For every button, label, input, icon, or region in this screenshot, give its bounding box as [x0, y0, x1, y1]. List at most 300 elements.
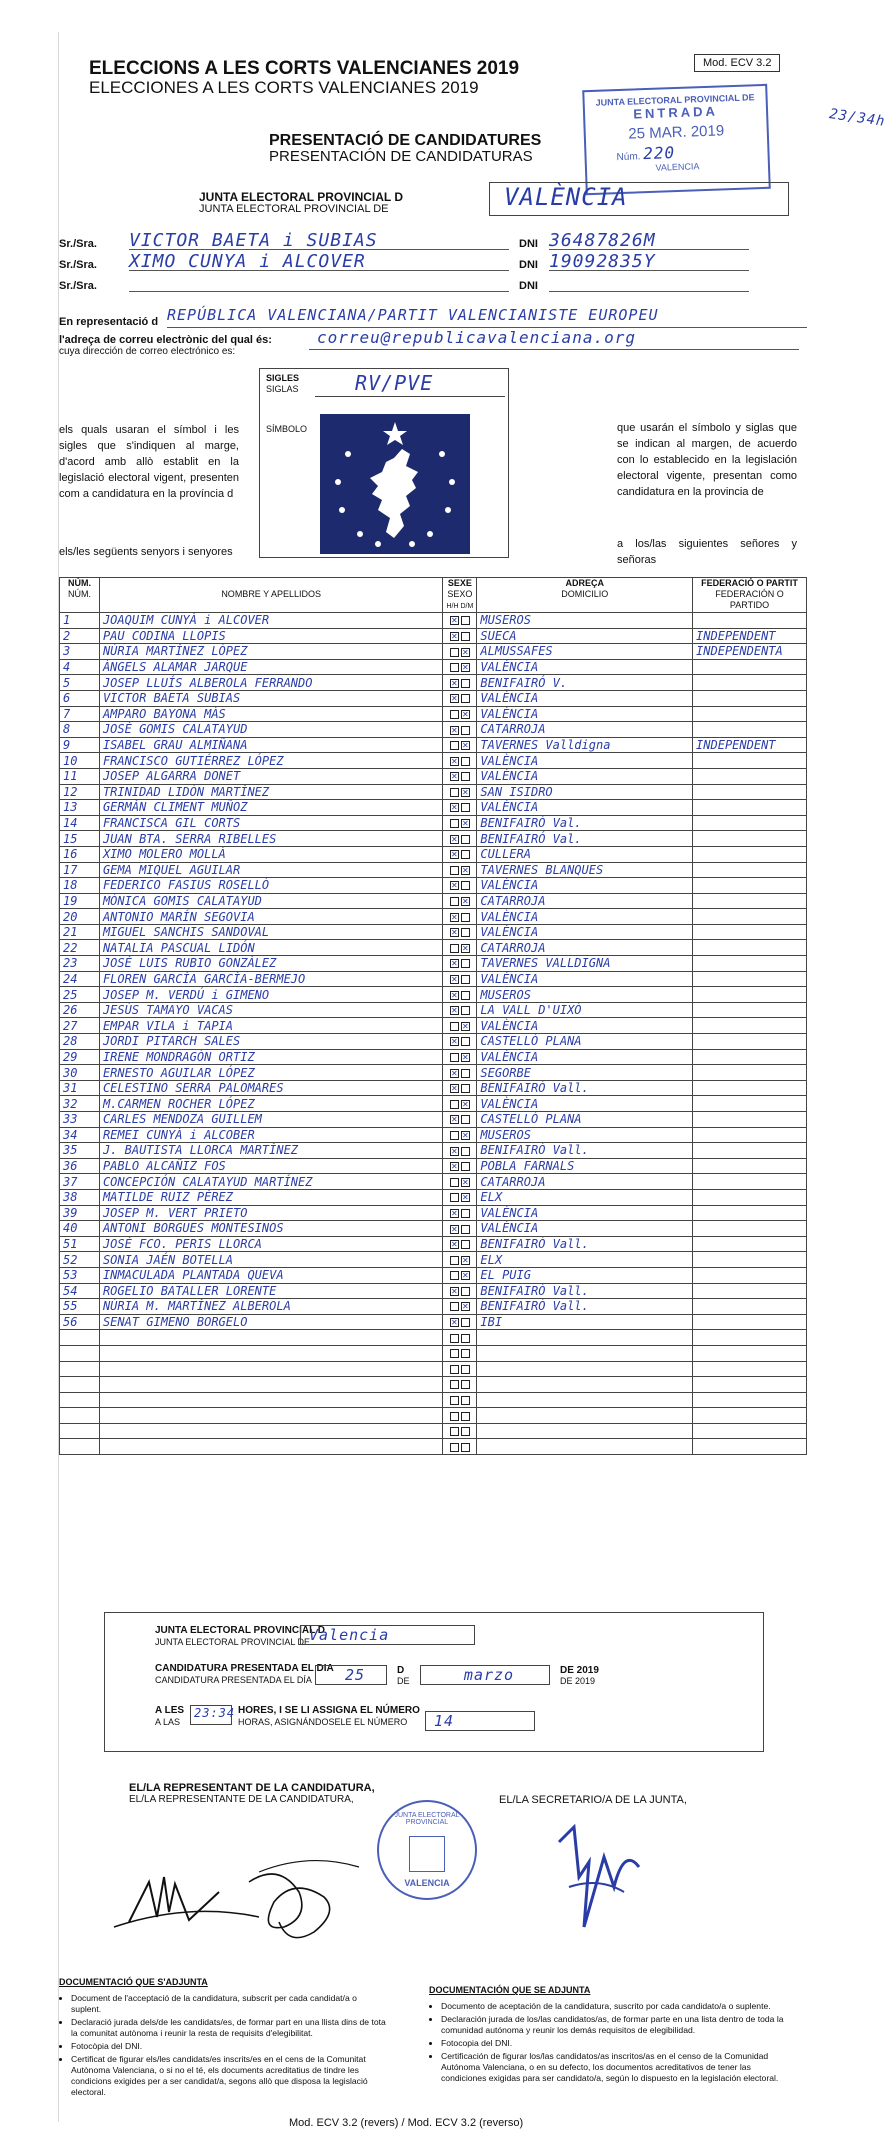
candidate-federation[interactable]	[693, 846, 807, 862]
sex-male-checkbox[interactable]: ✕	[451, 834, 458, 844]
candidate-number[interactable]: 19	[60, 893, 100, 909]
candidate-address[interactable]: VALÈNCIA	[477, 1221, 693, 1237]
candidate-number[interactable]: 31	[60, 1080, 100, 1096]
candidate-number[interactable]: 18	[60, 878, 100, 894]
candidate-number[interactable]: 26	[60, 1002, 100, 1018]
candidate-address[interactable]: SUECA	[477, 628, 693, 644]
candidate-name[interactable]: CARLES MENDOZA GUILLEM	[99, 1112, 442, 1128]
candidate-name[interactable]: JOSÉ GOMIS CALATAYUD	[99, 722, 442, 738]
sex-male-checkbox[interactable]	[450, 663, 459, 672]
candidate-name[interactable]: INMACULADA PLANTADA QUEVA	[99, 1267, 442, 1283]
sex-male-checkbox[interactable]: ✕	[451, 678, 458, 688]
sex-male-checkbox[interactable]	[450, 1427, 459, 1436]
sex-female-checkbox[interactable]	[461, 1396, 470, 1405]
candidate-federation[interactable]	[693, 613, 807, 629]
candidate-address[interactable]: BENIFAIRÓ Val.	[477, 831, 693, 847]
candidate-federation[interactable]	[693, 690, 807, 706]
candidate-address[interactable]: VALÈNCIA	[477, 971, 693, 987]
sex-male-checkbox[interactable]	[450, 1053, 459, 1062]
candidate-federation[interactable]	[693, 1143, 807, 1159]
candidate-address[interactable]	[477, 1423, 693, 1439]
candidate-federation[interactable]	[693, 862, 807, 878]
sex-female-checkbox[interactable]: ✕	[462, 819, 469, 829]
candidate-name[interactable]: M.CARMEN ROCHER LÓPEZ	[99, 1096, 442, 1112]
candidate-number[interactable]: 55	[60, 1299, 100, 1315]
candidate-federation[interactable]	[693, 1112, 807, 1128]
candidate-federation[interactable]	[693, 971, 807, 987]
candidate-name[interactable]: CELESTINO SERRA PALOMARES	[99, 1080, 442, 1096]
candidate-federation[interactable]	[693, 1299, 807, 1315]
sex-female-checkbox[interactable]	[461, 1115, 470, 1124]
sex-female-checkbox[interactable]	[461, 757, 470, 766]
candidate-federation[interactable]	[693, 1002, 807, 1018]
candidate-address[interactable]: VALÈNCIA	[477, 1096, 693, 1112]
junta-value-field[interactable]: VALÈNCIA	[489, 182, 789, 216]
candidate-number[interactable]	[60, 1361, 100, 1377]
candidate-number[interactable]: 51	[60, 1236, 100, 1252]
candidate-federation[interactable]	[693, 1158, 807, 1174]
candidate-address[interactable]: BENIFAIRÓ Vall.	[477, 1236, 693, 1252]
sex-male-checkbox[interactable]	[450, 788, 459, 797]
candidate-number[interactable]: 24	[60, 971, 100, 987]
represent-field[interactable]: REPÚBLICA VALENCIANA/PARTIT VALENCIANISTE EUROPEU	[167, 306, 807, 328]
candidate-address[interactable]	[477, 1345, 693, 1361]
candidate-name[interactable]: ISABEL GRAU ALMIÑANA	[99, 737, 442, 753]
candidate-number[interactable]	[60, 1330, 100, 1346]
sex-female-checkbox[interactable]	[461, 1037, 470, 1046]
candidate-name[interactable]: IRENE MONDRAGÓN ORTIZ	[99, 1049, 442, 1065]
sex-female-checkbox[interactable]	[461, 772, 470, 781]
sex-male-checkbox[interactable]	[450, 1443, 459, 1452]
sex-female-checkbox[interactable]: ✕	[462, 1177, 469, 1187]
candidate-address[interactable]: MUSEROS	[477, 1127, 693, 1143]
sex-male-checkbox[interactable]: ✕	[451, 1162, 458, 1172]
candidate-name[interactable]: JOSEP M. VERDÚ i GIMENO	[99, 987, 442, 1003]
sex-female-checkbox[interactable]	[461, 726, 470, 735]
sex-female-checkbox[interactable]	[461, 913, 470, 922]
sex-female-checkbox[interactable]: ✕	[462, 1052, 469, 1062]
candidate-number[interactable]: 38	[60, 1189, 100, 1205]
sex-female-checkbox[interactable]: ✕	[462, 741, 469, 751]
candidate-federation[interactable]	[693, 1096, 807, 1112]
candidate-address[interactable]: BENIFAIRÓ V.	[477, 675, 693, 691]
candidate-number[interactable]: 52	[60, 1252, 100, 1268]
candidate-address[interactable]: CATARROJA	[477, 722, 693, 738]
candidate-name[interactable]: JOSÉ FCO. PERIS LLORCA	[99, 1236, 442, 1252]
candidate-address[interactable]: CASTELLÓ PLANA	[477, 1034, 693, 1050]
candidate-federation[interactable]	[693, 675, 807, 691]
candidate-number[interactable]: 32	[60, 1096, 100, 1112]
candidate-address[interactable]: VALÈNCIA	[477, 1049, 693, 1065]
candidate-federation[interactable]	[693, 768, 807, 784]
sex-male-checkbox[interactable]	[450, 1271, 459, 1280]
candidate-number[interactable]: 53	[60, 1267, 100, 1283]
candidate-federation[interactable]	[693, 1439, 807, 1455]
sex-male-checkbox[interactable]: ✕	[451, 959, 458, 969]
candidate-name[interactable]: JOAQUIM CUNYÀ i ALCOVER	[99, 613, 442, 629]
candidate-number[interactable]: 37	[60, 1174, 100, 1190]
sex-female-checkbox[interactable]: ✕	[462, 1193, 469, 1203]
candidate-federation[interactable]	[693, 1361, 807, 1377]
candidate-name[interactable]: ROGELIO BATALLER LORENTE	[99, 1283, 442, 1299]
sex-male-checkbox[interactable]: ✕	[451, 912, 458, 922]
sex-male-checkbox[interactable]: ✕	[451, 725, 458, 735]
candidate-federation[interactable]	[693, 800, 807, 816]
sex-female-checkbox[interactable]	[461, 1069, 470, 1078]
candidate-number[interactable]: 34	[60, 1127, 100, 1143]
sex-male-checkbox[interactable]: ✕	[451, 1224, 458, 1234]
candidate-number[interactable]: 3	[60, 644, 100, 660]
candidate-number[interactable]: 15	[60, 831, 100, 847]
candidate-name[interactable]: REMEI CUNYÀ i ALCOBER	[99, 1127, 442, 1143]
sex-male-checkbox[interactable]	[450, 1256, 459, 1265]
sex-male-checkbox[interactable]: ✕	[451, 1318, 458, 1328]
sex-male-checkbox[interactable]: ✕	[451, 1037, 458, 1047]
sex-male-checkbox[interactable]: ✕	[451, 694, 458, 704]
candidate-name[interactable]: MATILDE RUIZ PÉREZ	[99, 1189, 442, 1205]
sex-female-checkbox[interactable]: ✕	[462, 663, 469, 673]
candidate-federation[interactable]	[693, 924, 807, 940]
sex-male-checkbox[interactable]	[450, 1334, 459, 1343]
sex-female-checkbox[interactable]	[461, 1412, 470, 1421]
candidate-name[interactable]	[99, 1392, 442, 1408]
sex-male-checkbox[interactable]	[450, 819, 459, 828]
candidate-number[interactable]: 4	[60, 659, 100, 675]
candidate-address[interactable]: CULLERA	[477, 846, 693, 862]
sex-female-checkbox[interactable]	[461, 803, 470, 812]
sex-female-checkbox[interactable]	[461, 1349, 470, 1358]
candidate-name[interactable]: VICTOR BAETA SUBIAS	[99, 690, 442, 706]
candidate-federation[interactable]	[693, 1236, 807, 1252]
candidate-federation[interactable]	[693, 1330, 807, 1346]
candidate-number[interactable]	[60, 1439, 100, 1455]
sex-female-checkbox[interactable]: ✕	[462, 1255, 469, 1265]
candidate-address[interactable]: VALÈNCIA	[477, 1205, 693, 1221]
candidate-address[interactable]: VALÈNCIA	[477, 753, 693, 769]
candidate-address[interactable]: VALÈNCIA	[477, 706, 693, 722]
reception-junta-field[interactable]: Valencia	[300, 1625, 475, 1645]
candidate-number[interactable]: 9	[60, 737, 100, 753]
sex-female-checkbox[interactable]	[461, 1147, 470, 1156]
sex-female-checkbox[interactable]	[461, 632, 470, 641]
sex-female-checkbox[interactable]: ✕	[462, 709, 469, 719]
sex-female-checkbox[interactable]	[461, 1380, 470, 1389]
candidate-federation[interactable]	[693, 1423, 807, 1439]
sex-male-checkbox[interactable]: ✕	[451, 1146, 458, 1156]
candidate-number[interactable]: 21	[60, 924, 100, 940]
sex-male-checkbox[interactable]	[450, 1131, 459, 1140]
sex-female-checkbox[interactable]	[461, 1240, 470, 1249]
sex-male-checkbox[interactable]	[450, 944, 459, 953]
candidate-federation[interactable]	[693, 1127, 807, 1143]
sex-female-checkbox[interactable]	[461, 694, 470, 703]
sex-male-checkbox[interactable]	[450, 1349, 459, 1358]
sex-male-checkbox[interactable]: ✕	[451, 928, 458, 938]
candidate-number[interactable]: 36	[60, 1158, 100, 1174]
candidate-number[interactable]: 10	[60, 753, 100, 769]
candidate-address[interactable]: BENIFAIRÓ Val.	[477, 815, 693, 831]
candidate-federation[interactable]	[693, 706, 807, 722]
day-field[interactable]: 25	[315, 1665, 387, 1685]
sex-female-checkbox[interactable]: ✕	[462, 897, 469, 907]
candidate-name[interactable]: NÚRIA MARTÍNEZ LÓPEZ	[99, 644, 442, 660]
candidate-name[interactable]: EMPAR VILA i TAPIA	[99, 1018, 442, 1034]
sex-female-checkbox[interactable]: ✕	[462, 787, 469, 797]
candidate-federation[interactable]	[693, 1283, 807, 1299]
candidate-federation[interactable]	[693, 659, 807, 675]
sex-female-checkbox[interactable]	[461, 975, 470, 984]
candidate-name[interactable]: FRANCISCA GIL CORTS	[99, 815, 442, 831]
candidate-number[interactable]: 40	[60, 1221, 100, 1237]
sex-male-checkbox[interactable]	[450, 1193, 459, 1202]
candidate-name[interactable]: ÀNGELS ALAMAR JARQUE	[99, 659, 442, 675]
sex-female-checkbox[interactable]	[461, 616, 470, 625]
candidate-name[interactable]: AMPARO BAYONA MÀS	[99, 706, 442, 722]
sex-male-checkbox[interactable]: ✕	[451, 803, 458, 813]
candidate-federation[interactable]	[693, 1080, 807, 1096]
candidate-federation[interactable]: INDEPENDENT	[693, 628, 807, 644]
sex-female-checkbox[interactable]	[461, 1365, 470, 1374]
candidate-address[interactable]: BENIFAIRÓ Vall.	[477, 1080, 693, 1096]
candidate-number[interactable]	[60, 1392, 100, 1408]
candidate-name[interactable]	[99, 1423, 442, 1439]
candidate-name[interactable]: JOSEP ALGARRA DONET	[99, 768, 442, 784]
candidate-federation[interactable]	[693, 1345, 807, 1361]
candidate-name[interactable]: FEDERICO FASIUS ROSELLÓ	[99, 878, 442, 894]
candidate-name[interactable]: FLOREN GARCÍA GARCÍA-BERMEJO	[99, 971, 442, 987]
candidate-address[interactable]	[477, 1377, 693, 1393]
month-field[interactable]: marzo	[420, 1665, 550, 1685]
candidate-number[interactable]	[60, 1423, 100, 1439]
sex-female-checkbox[interactable]	[461, 1209, 470, 1218]
candidate-name[interactable]: JOSEP LLUÍS ALBEROLA FERRANDO	[99, 675, 442, 691]
candidate-address[interactable]: VALÈNCIA	[477, 878, 693, 894]
sex-male-checkbox[interactable]	[450, 1412, 459, 1421]
email-field[interactable]: correu@republicavalenciana.org	[309, 328, 799, 350]
candidate-number[interactable]: 27	[60, 1018, 100, 1034]
candidate-number[interactable]: 12	[60, 784, 100, 800]
candidate-address[interactable]	[477, 1392, 693, 1408]
candidate-name[interactable]: GERMÁN CLIMENT MUÑOZ	[99, 800, 442, 816]
sex-female-checkbox[interactable]: ✕	[462, 1099, 469, 1109]
candidate-federation[interactable]: INDEPENDENT	[693, 737, 807, 753]
candidate-federation[interactable]	[693, 956, 807, 972]
candidate-address[interactable]: VALÈNCIA	[477, 909, 693, 925]
candidate-number[interactable]: 23	[60, 956, 100, 972]
candidate-number[interactable]: 5	[60, 675, 100, 691]
candidate-federation[interactable]	[693, 1377, 807, 1393]
sex-female-checkbox[interactable]	[461, 1084, 470, 1093]
candidate-address[interactable]: LA VALL D'UIXÓ	[477, 1002, 693, 1018]
candidate-number[interactable]: 2	[60, 628, 100, 644]
sex-male-checkbox[interactable]: ✕	[451, 772, 458, 782]
candidate-address[interactable]: VALÈNCIA	[477, 659, 693, 675]
candidate-federation[interactable]	[693, 815, 807, 831]
candidate-federation[interactable]	[693, 784, 807, 800]
candidate-address[interactable]: BENIFAIRÓ Vall.	[477, 1299, 693, 1315]
candidate-federation[interactable]	[693, 1314, 807, 1330]
dni-field[interactable]: 19092835Y	[549, 251, 749, 271]
candidate-name[interactable]: JORDI PITARCH SALES	[99, 1034, 442, 1050]
candidate-address[interactable]: CATARROJA	[477, 893, 693, 909]
sex-male-checkbox[interactable]	[450, 648, 459, 657]
sex-female-checkbox[interactable]	[461, 1318, 470, 1327]
candidate-address[interactable]: MUSEROS	[477, 987, 693, 1003]
sex-male-checkbox[interactable]: ✕	[451, 631, 458, 641]
candidate-address[interactable]	[477, 1361, 693, 1377]
candidate-federation[interactable]	[693, 1018, 807, 1034]
candidate-number[interactable]: 33	[60, 1112, 100, 1128]
sex-female-checkbox[interactable]: ✕	[462, 1130, 469, 1140]
sex-male-checkbox[interactable]: ✕	[451, 1240, 458, 1250]
sex-male-checkbox[interactable]: ✕	[451, 1115, 458, 1125]
candidate-address[interactable]: VALÈNCIA	[477, 690, 693, 706]
candidate-federation[interactable]	[693, 940, 807, 956]
sex-male-checkbox[interactable]	[450, 1178, 459, 1187]
candidate-number[interactable]: 8	[60, 722, 100, 738]
candidate-name[interactable]: TRINIDAD LIDÓN MARTÍNEZ	[99, 784, 442, 800]
candidate-name[interactable]: ANTONI BORGUES MONTESINOS	[99, 1221, 442, 1237]
sex-male-checkbox[interactable]	[450, 1022, 459, 1031]
candidate-address[interactable]: SAN ISIDRO	[477, 784, 693, 800]
dni-field[interactable]: 36487826M	[549, 230, 749, 250]
candidate-federation[interactable]	[693, 1205, 807, 1221]
candidate-address[interactable]: VALÈNCIA	[477, 924, 693, 940]
candidate-federation[interactable]	[693, 1252, 807, 1268]
candidate-name[interactable]: MÒNICA GOMIS CALATAYUD	[99, 893, 442, 909]
candidate-name[interactable]	[99, 1408, 442, 1424]
sex-male-checkbox[interactable]	[450, 710, 459, 719]
candidate-number[interactable]: 13	[60, 800, 100, 816]
candidate-number[interactable]: 17	[60, 862, 100, 878]
sex-female-checkbox[interactable]	[461, 1287, 470, 1296]
candidate-address[interactable]	[477, 1439, 693, 1455]
candidate-address[interactable]: IBI	[477, 1314, 693, 1330]
candidate-federation[interactable]	[693, 1065, 807, 1081]
candidate-address[interactable]: EL PUIG	[477, 1267, 693, 1283]
sex-female-checkbox[interactable]	[461, 991, 470, 1000]
candidate-number[interactable]	[60, 1408, 100, 1424]
candidate-address[interactable]: TAVERNES Valldigna	[477, 737, 693, 753]
candidate-name[interactable]: GEMA MIQUEL AGUILAR	[99, 862, 442, 878]
candidate-address[interactable]: VALÈNCIA	[477, 800, 693, 816]
candidate-number[interactable]: 11	[60, 768, 100, 784]
candidate-name[interactable]	[99, 1345, 442, 1361]
candidate-name[interactable]: MIGUEL SANCHIS SANDOVAL	[99, 924, 442, 940]
sex-female-checkbox[interactable]: ✕	[462, 1271, 469, 1281]
sex-male-checkbox[interactable]	[450, 897, 459, 906]
sex-female-checkbox[interactable]: ✕	[462, 1302, 469, 1312]
candidate-federation[interactable]	[693, 1174, 807, 1190]
sex-female-checkbox[interactable]	[461, 835, 470, 844]
candidate-federation[interactable]	[693, 722, 807, 738]
sex-male-checkbox[interactable]	[450, 1365, 459, 1374]
assigned-number-field[interactable]: 14	[425, 1711, 535, 1731]
sex-male-checkbox[interactable]: ✕	[451, 850, 458, 860]
sex-male-checkbox[interactable]	[450, 741, 459, 750]
hour-field[interactable]: 23:34	[190, 1705, 232, 1725]
candidate-name[interactable]: SONIA JAÉN BOTELLA	[99, 1252, 442, 1268]
candidate-address[interactable]: ELX	[477, 1189, 693, 1205]
candidate-name[interactable]: XIMO MOLERO MOLLÀ	[99, 846, 442, 862]
candidate-number[interactable]	[60, 1377, 100, 1393]
candidate-number[interactable]: 16	[60, 846, 100, 862]
sex-female-checkbox[interactable]	[461, 679, 470, 688]
sex-male-checkbox[interactable]: ✕	[451, 975, 458, 985]
sex-male-checkbox[interactable]	[450, 1380, 459, 1389]
candidate-name[interactable]: FRANCISCO GUTIÉRREZ LÓPEZ	[99, 753, 442, 769]
sex-female-checkbox[interactable]	[461, 850, 470, 859]
candidate-address[interactable]: CATARROJA	[477, 940, 693, 956]
candidate-name[interactable]: JOSEP M. VERT PRIETO	[99, 1205, 442, 1221]
candidate-federation[interactable]	[693, 1189, 807, 1205]
candidate-federation[interactable]	[693, 1049, 807, 1065]
person-name-field[interactable]	[129, 272, 509, 292]
candidate-name[interactable]: PABLO ALCAÑIZ FOS	[99, 1158, 442, 1174]
candidate-federation[interactable]	[693, 1267, 807, 1283]
candidate-name[interactable]: J. BAUTISTA LLORCA MARTÍNEZ	[99, 1143, 442, 1159]
person-name-field[interactable]: VICTOR BAETA i SUBIAS	[129, 230, 509, 250]
candidate-federation[interactable]	[693, 753, 807, 769]
sex-male-checkbox[interactable]: ✕	[451, 1084, 458, 1094]
sex-male-checkbox[interactable]: ✕	[451, 756, 458, 766]
candidate-number[interactable]: 7	[60, 706, 100, 722]
candidate-address[interactable]: POBLA FARNALS	[477, 1158, 693, 1174]
sex-male-checkbox[interactable]: ✕	[451, 881, 458, 891]
candidate-name[interactable]: CONCEPCIÓN CALATAYUD MARTÍNEZ	[99, 1174, 442, 1190]
sex-male-checkbox[interactable]: ✕	[451, 1068, 458, 1078]
sex-female-checkbox[interactable]	[461, 1006, 470, 1015]
sex-female-checkbox[interactable]: ✕	[462, 647, 469, 657]
sex-female-checkbox[interactable]	[461, 959, 470, 968]
candidate-federation[interactable]	[693, 1392, 807, 1408]
sex-male-checkbox[interactable]	[450, 1396, 459, 1405]
candidate-number[interactable]: 14	[60, 815, 100, 831]
candidate-address[interactable]: CASTELLÓ PLANA	[477, 1112, 693, 1128]
sex-female-checkbox[interactable]	[461, 1225, 470, 1234]
candidate-name[interactable]	[99, 1361, 442, 1377]
candidate-address[interactable]	[477, 1408, 693, 1424]
candidate-number[interactable]: 28	[60, 1034, 100, 1050]
candidate-number[interactable]: 1	[60, 613, 100, 629]
candidate-federation[interactable]	[693, 893, 807, 909]
sex-male-checkbox[interactable]: ✕	[451, 1208, 458, 1218]
candidate-name[interactable]: JOSÉ LUIS RUBIO GONZÁLEZ	[99, 956, 442, 972]
candidate-address[interactable]: VALÈNCIA	[477, 1018, 693, 1034]
candidate-federation[interactable]	[693, 1408, 807, 1424]
candidate-number[interactable]: 54	[60, 1283, 100, 1299]
candidate-name[interactable]: ERNESTO AGUILAR LÓPEZ	[99, 1065, 442, 1081]
sex-female-checkbox[interactable]	[461, 1162, 470, 1171]
sex-female-checkbox[interactable]: ✕	[462, 865, 469, 875]
sex-female-checkbox[interactable]: ✕	[462, 1021, 469, 1031]
candidate-name[interactable]: NÚRIA M. MARTÍNEZ ALBEROLA	[99, 1299, 442, 1315]
candidate-address[interactable]: VALÈNCIA	[477, 768, 693, 784]
sex-male-checkbox[interactable]	[450, 1302, 459, 1311]
sex-female-checkbox[interactable]	[461, 928, 470, 937]
candidate-address[interactable]: TAVERNES VALLDIGNA	[477, 956, 693, 972]
sex-female-checkbox[interactable]	[461, 1334, 470, 1343]
candidate-address[interactable]: ALMUSSAFES	[477, 644, 693, 660]
sex-male-checkbox[interactable]: ✕	[451, 1006, 458, 1016]
person-name-field[interactable]: XIMO CUNYA i ALCOVER	[129, 251, 509, 271]
sex-female-checkbox[interactable]	[461, 1427, 470, 1436]
candidate-address[interactable]: BENIFAIRÓ Vall.	[477, 1143, 693, 1159]
candidate-name[interactable]	[99, 1330, 442, 1346]
dni-field[interactable]	[549, 272, 749, 292]
sex-female-checkbox[interactable]: ✕	[462, 943, 469, 953]
candidate-name[interactable]: NATALIA PASCUAL LIDÓN	[99, 940, 442, 956]
